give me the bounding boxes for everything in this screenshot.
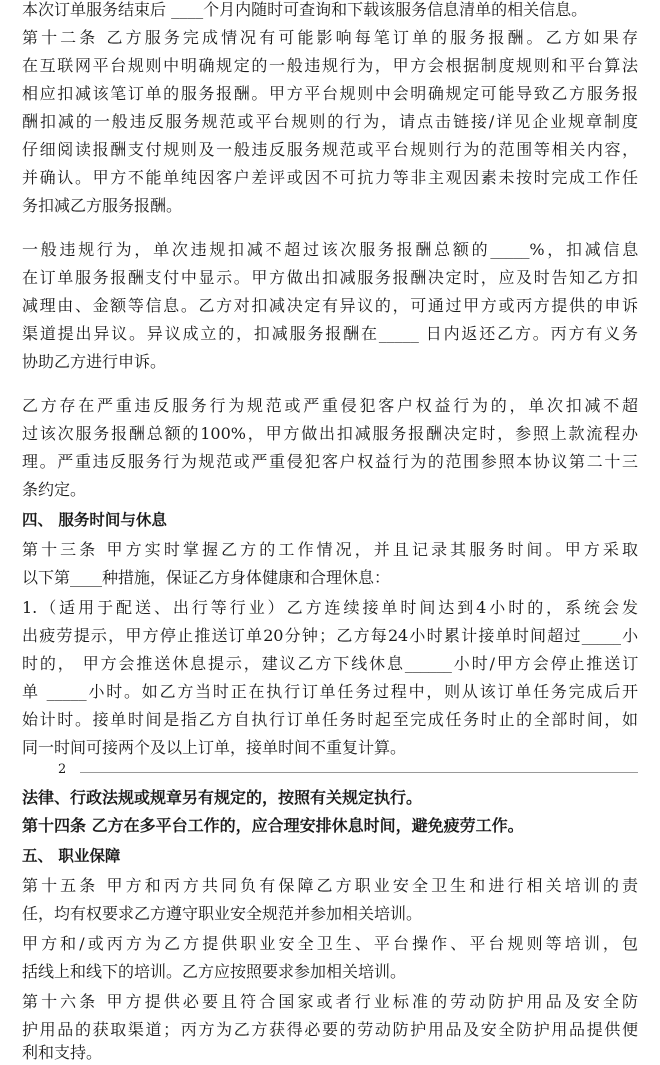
text-line: 法律、行政法规或规章另有规定的，按照有关规定执行。 [22,788,423,807]
text-line: 以下第____种措施，保证乙方身体健康和合理休息： [22,568,391,587]
text-line: 条约定。 [22,480,87,499]
text-line: 本次订单服务结束后 ____个月内随时可查询和下载该服务信息清单的相关信息。 [22,0,588,19]
text-line: 在订单服务报酬支付中显示。甲方做出扣减服务报酬决定时，应及时告知乙方扣 [22,268,638,287]
text-line: 并确认。甲方不能单纯因客户差评或因不可抗力等非主观因素未按时完成工作任 [22,168,638,187]
text-line: 护用品的获取渠道；丙方为乙方获得必要的劳动防护用品及安全防护用品提供便 [22,1020,638,1039]
text-line: 渠道提出异议。异议成立的，扣减服务报酬在_____ 日内返还乙方。丙方有义务 [22,324,638,343]
text-line: 第十六条 甲方提供必要且符合国家或者行业标准的劳动防护用品及安全防 [22,992,638,1011]
text-line: 1.（适用于配送、出行等行业）乙方连续接单时间达到4小时的，系统会发 [22,598,638,617]
text-line: 始计时。接单时间是指乙方自执行订单任务时起至完成任务时止的全部时间，如 [22,710,638,729]
text-line: 甲方和/或丙方为乙方提供职业安全卫生、平台操作、平台规则等培训，包 [22,934,638,953]
text-line: 相应扣减该笔订单的服务报酬。甲方平台规则中会明确规定可能导致乙方服务报 [22,84,638,103]
section-heading: 五、 职业保障 [22,847,121,865]
text-line: 第十二条 乙方服务完成情况有可能影响每笔订单的服务报酬。乙方如果存 [22,28,638,47]
text-line: 利和支持。 [22,1043,103,1062]
text-line: 乙方存在严重违反服务行为规范或严重侵犯客户权益行为的，单次扣减不超 [22,396,638,415]
text-line: 减理由、金额等信息。乙方对扣减决定有异议的，可通过甲方或丙方提供的申诉 [22,296,638,315]
text-line: 在互联网平台规则中明确规定的一般违规行为，甲方会根据制度规则和平台算法 [22,56,638,75]
text-line: 单 _____小时。如乙方当时正在执行订单任务过程中，则从该订单任务完成后开 [22,682,638,701]
text-line: 括线上和线下的培训。乙方应按照要求参加相关培训。 [22,962,407,981]
text-line: 第十五条 甲方和丙方共同负有保障乙方职业安全卫生和进行相关培训的责 [22,876,638,895]
text-line: 第十四条 乙方在多平台工作的，应合理安排休息时间，避免疲劳工作。 [22,816,524,835]
text-line: 同一时间可接两个及以上订单，接单时间不重复计算。 [22,738,407,757]
text-line: 务扣减乙方服务报酬。 [22,196,183,215]
text-line: 仔细阅读报酬支付规则及一般违反服务规范或平台规则行为的范围等相关内容， [22,140,638,159]
text-line: 酬扣减的一般违反服务规范或平台规则的行为，请点击链接/详见企业规章制度 [22,112,638,131]
text-line: 出疲劳提示，甲方停止推送订单20分钟；乙方每24小时累计接单时间超过_____小 [22,626,638,645]
text-line: 任，均有权要求乙方遵守职业安全规范并参加相关培训。 [22,904,423,923]
text-line: 第十三条 甲方实时掌握乙方的工作情况，并且记录其服务时间。甲方采取 [22,540,638,559]
text-line: 过该次服务报酬总额的100%，甲方做出扣减服务报酬决定时，参照上款流程办 [22,424,638,443]
text-line: 理。严重违反服务行为规范或严重侵犯客户权益行为的范围参照本协议第二十三 [22,452,638,471]
text-line: 时的， 甲方会推送休息提示，建议乙方下线休息______小时/甲方会停止推送订 [22,654,638,673]
page-number: 2 [58,762,67,777]
text-line: 一般违规行为，单次违规扣减不超过该次服务报酬总额的_____%，扣减信息 [22,240,638,259]
page-divider [80,772,638,773]
text-line: 协助乙方进行申诉。 [22,352,167,371]
section-heading: 四、 服务时间与休息 [22,511,167,529]
